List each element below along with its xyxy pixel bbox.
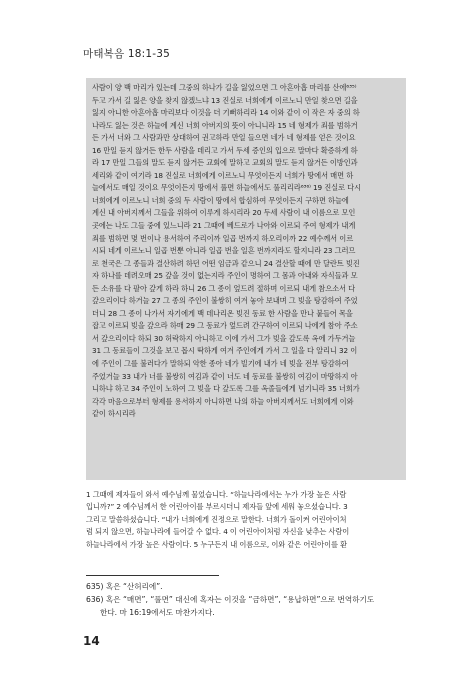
scripture-line: 31 그 동료들이 그것을 보고 몹시 딱하게 여겨 주인에게 가서 그 일을 다 알리니 32 이 (92, 346, 358, 356)
scripture-line: 늘에서도 매일 것이요 무엇이든지 땅에서 풀면 하늘에서도 풀리리라⁶³⁶⁾ 19 진실로 다시 (92, 183, 361, 193)
scripture-line: 죄를 범하면 몇 번이나 용서하여 주리이까 일곱 번까지 하오리이까 22 예수께서 이르 (92, 233, 354, 243)
scripture-line: 너희에게 이르노니 너희 중의 두 사람이 땅에서 합심하여 무엇이든지 구하면 하늘에 (92, 195, 349, 205)
scripture-line: 서 갚으리이다 하되 30 허락하지 아니하고 이에 가서 그가 빚을 갚도록 옥에 가두거늘 (92, 333, 356, 343)
scripture-line: 사람이 양 백 마리가 있는데 그중의 하나가 길을 잃었으면 그 아흔아홉 마리를 산에⁶³⁵⁾ (92, 83, 357, 92)
commentary-paraphrase (86, 489, 406, 551)
footnote-635: 635) 혹은 “산허리에”. (86, 582, 163, 591)
commentary-line: 입니까?” 2 예수님께서 한 어린아이를 부르시더니 제자들 앞에 세워 놓으셨습니다. 3 (86, 502, 348, 512)
scripture-line: 시되 네게 이르노니 일곱 번뿐 아니라 일곱 번을 일흔 번까지라도 할지니라 23 그러므 (92, 246, 356, 256)
scripture-line: 계신 내 아버지께서 그들을 위하여 이루게 하시리라 20 두세 사람이 내 이름으로 모인 (92, 208, 356, 218)
page-number: 14 (83, 634, 100, 648)
scripture-line: 잃지 아니한 아흔아홉 마리보다 이것을 더 기뻐하리라 14 이와 같이 이 작은 자 중의 하 (92, 108, 360, 118)
scripture-line: 같이 하시리라 (92, 409, 136, 419)
footnotes (86, 580, 416, 619)
commentary-line: 럼 되지 않으면, 하늘나라에 들어갈 수 없다. 4 이 어린아이처럼 자신을 낮추는 사람이 (86, 527, 350, 537)
scripture-line: 나라도 잃는 것은 하늘에 계신 너희 아버지의 뜻이 아니니라 15 네 형제가 죄를 범하거 (92, 120, 358, 130)
scripture-line: 곳에는 나도 그들 중에 있느니라 21 그때에 베드로가 나아와 이르되 주여 형제가 내게 (92, 221, 356, 231)
scripture-line: 주었거늘 33 내가 너를 불쌍히 여김과 같이 너도 네 동료를 불쌍히 여김이 마땅하지 아 (92, 371, 358, 381)
scripture-line: 니하냐 하고 34 주인이 노하여 그 빚을 다 갚도록 그를 옥졸들에게 넘기니라 35 너희가 (92, 384, 360, 394)
commentary-line: 그리고 말씀하셨습니다. “내가 너희에게 진정으로 말한다. 너희가 돌이켜 어린아이처 (86, 514, 347, 524)
scripture-line: 든 소유를 다 팔아 갚게 하라 하니 26 그 종이 엎드려 절하며 이르되 내게 참으소서 다 (92, 283, 356, 293)
scripture-line: 잡고 이르되 빚을 갚으라 하매 29 그 동료가 엎드려 간구하여 이르되 나에게 참아 주소 (92, 321, 358, 331)
scripture-box (86, 78, 406, 480)
commentary-line: 1 그때에 제자들이 와서 예수님께 물었습니다. “하늘나라에서는 누가 가장 높은 사람 (86, 490, 347, 499)
scripture-line: 자 하나를 데려오매 25 갚을 것이 없는지라 주인이 명하여 그 몸과 아내와 자식들과 모 (92, 271, 358, 281)
scripture-line: 든 가서 너와 그 사람과만 상대하여 권고하라 만일 들으면 네가 네 형제를 얻은 것이요 (92, 133, 356, 143)
scripture-line: 각각 마음으로부터 형제를 용서하지 아니하면 나의 하늘 아버지께서도 너희에게 이와 (92, 396, 354, 406)
scripture-line: 16 만일 듣지 않거든 한두 사람을 데리고 가서 두세 증인의 입으로 말마다 확증하게 하 (92, 145, 358, 155)
scripture-line: 에 주인이 그를 불러다가 말하되 악한 종아 네가 빌기에 내가 네 빚을 전부 탕감하여 (92, 359, 349, 369)
scripture-line: 갚으리이다 하거늘 27 그 종의 주인이 불쌍히 여겨 놓아 보내며 그 빚을 탕감하여 주었 (92, 296, 358, 306)
footnote-636-continued: 한다. 마 16:19에서도 마찬가지다. (100, 608, 215, 617)
scripture-line: 라 17 만일 그들의 말도 듣지 않거든 교회에 말하고 교회의 말도 듣지 않거든 이방인과 (92, 158, 358, 168)
footnote-636: 636) 혹은 “매면”, “풀면” 대신에 혹자는 이것을 “금하면”, “용납하면”으로 번역하기도 (86, 595, 375, 604)
scripture-line: 로 천국은 그 종들과 결산하려 하던 어떤 임금과 같으니 24 결산할 때에 만 달란트 빚진 (92, 258, 360, 268)
running-header: 마태복음 18:1-35 (83, 48, 171, 60)
commentary-line: 하늘나라에서 가장 높은 사람이다. 5 누구든지 내 이름으로, 이와 같은 어린아이를 환 (86, 539, 347, 549)
footnote-divider (86, 575, 219, 576)
scripture-line: 두고 가서 길 잃은 양을 찾지 않겠느냐 13 진실로 너희에게 이르노니 만일 찾으면 길을 (92, 95, 358, 105)
scripture-line: 더니 28 그 종이 나가서 자기에게 백 데나리온 빚진 동료 한 사람을 만나 붙들어 목을 (92, 308, 353, 318)
scripture-line: 세리와 같이 여기라 18 진실로 너희에게 이르노니 무엇이든지 너희가 땅에서 매면 하 (92, 170, 354, 180)
